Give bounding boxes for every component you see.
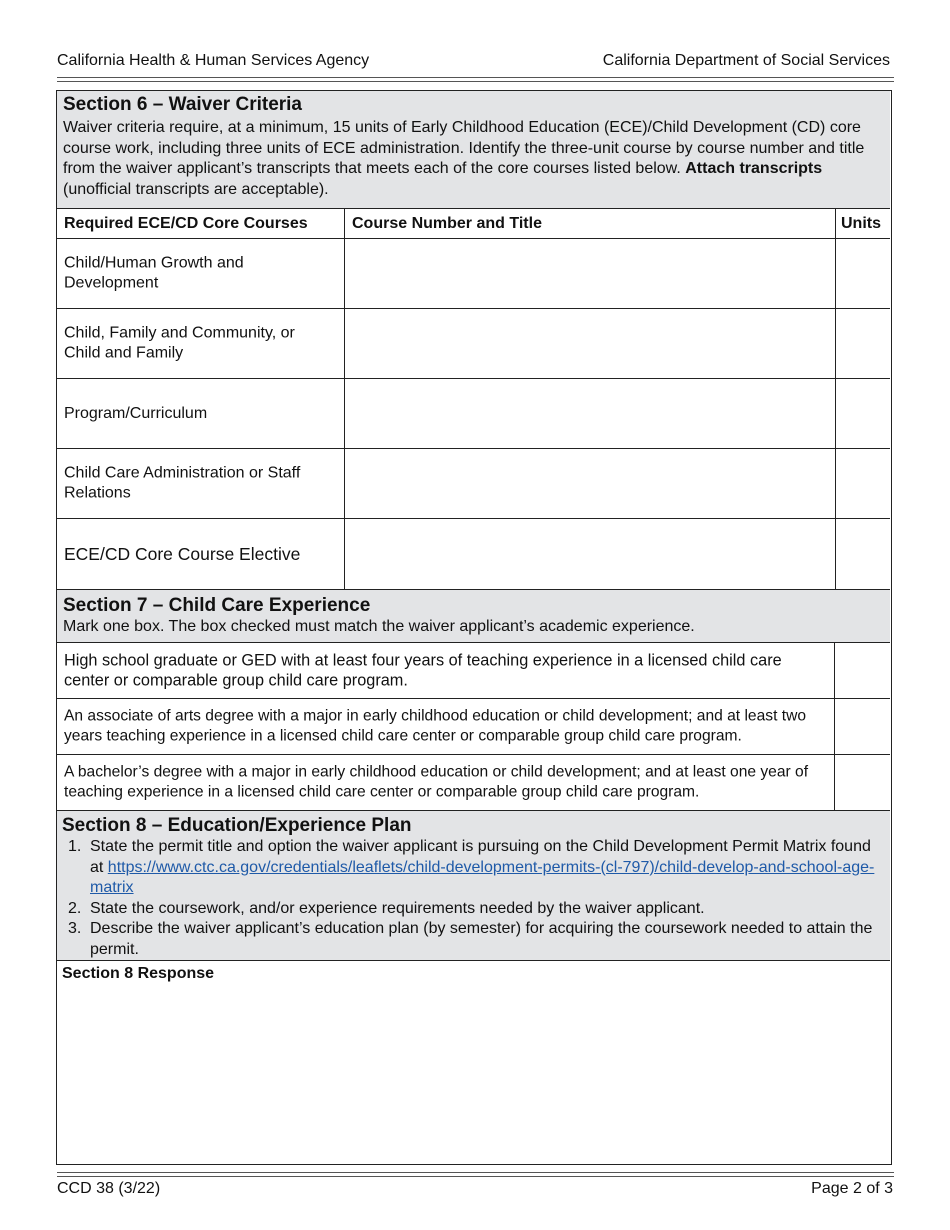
attach-transcripts-label: Attach transcripts: [685, 160, 823, 177]
course-label: Child/Human Growth and Development: [64, 254, 244, 292]
header-divider-secondary: [57, 81, 894, 82]
section6-description-text: Waiver criteria require, at a minimum, 15 units of Early Childhood Education (ECE)/Child Development (CD) core course work, including three units of ECE administration. Identify the three-unit course by course number and title from the waiver applicant’s transcripts that meets each of the core courses listed below.: [63, 119, 865, 177]
department-name: California Department of Social Services: [602, 52, 890, 69]
agency-name: California Health & Human Services Agency: [57, 52, 370, 69]
course-number-title-field[interactable]: [345, 449, 836, 519]
column-header-label: Course Number and Title: [352, 214, 542, 232]
page-number: Page 2 of 3: [811, 1180, 893, 1197]
section8-item-text: Describe the waiver applicant’s education plan (by semester) for acquiring the coursework needed to attain the permit.: [90, 920, 873, 958]
section8-header: [57, 811, 890, 961]
experience-option-text: An associate of arts degree with a major in early childhood education or child development; and at least two years teaching experience in a licensed child care center or comparable group child care program.: [64, 707, 806, 745]
section8-item-text: State the permit title and option the waiver applicant is pursuing on the Child Development Permit Matrix found at: [90, 838, 871, 876]
section8-item-2: [62, 899, 884, 920]
list-number: 2.: [68, 899, 82, 917]
experience-option-label: [57, 755, 835, 811]
section6-header: [57, 91, 890, 209]
course-units-field[interactable]: [836, 519, 890, 590]
permit-matrix-link[interactable]: https://www.ctc.ca.gov/credentials/leaflets/child-development-permits-(cl-797)/child-develop-and-school-age-matrix: [90, 858, 875, 896]
course-units-field[interactable]: [836, 449, 890, 519]
section8-response-label: Section 8 Response: [62, 965, 215, 982]
column-header-required-courses: [57, 209, 345, 239]
course-label: Child Care Administration or Staff Relations: [64, 464, 301, 502]
section8-response-area[interactable]: [57, 961, 890, 1163]
experience-option-checkbox[interactable]: [835, 755, 890, 811]
list-number: 1.: [68, 838, 82, 855]
experience-option-text: High school graduate or GED with at least four years of teaching experience in a licensed child care center or comparable group child care program.: [64, 651, 782, 690]
list-number: 3.: [68, 920, 82, 937]
form-page: [56, 90, 892, 1165]
section8-item-text: State the coursework, and/or experience requirements needed by the waiver applicant.: [90, 899, 705, 917]
experience-option-checkbox[interactable]: [835, 643, 890, 699]
experience-option-label: [57, 699, 835, 755]
course-units-field[interactable]: [836, 379, 890, 449]
course-row-label: [57, 449, 345, 519]
course-row-label: [57, 379, 345, 449]
course-number-title-field[interactable]: [345, 239, 836, 309]
course-units-field[interactable]: [836, 309, 890, 379]
column-header-course-number-title: [345, 209, 836, 239]
experience-option-text: A bachelor’s degree with a major in early childhood education or child development; and at least one year of teaching experience in a licensed child care center or comparable group child care program.: [64, 763, 809, 801]
course-label: ECE/CD Core Course Elective: [64, 543, 301, 564]
column-header-label: Units: [841, 214, 881, 232]
experience-option-checkbox[interactable]: [835, 699, 890, 755]
section7-instruction: Mark one box. The box checked must match the waiver applicant’s academic experience.: [63, 618, 695, 635]
experience-option-label: [57, 643, 835, 699]
header-divider: [57, 77, 894, 78]
form-id: CCD 38 (3/22): [57, 1180, 161, 1197]
course-label: Program/Curriculum: [64, 404, 208, 422]
course-number-title-field[interactable]: [345, 309, 836, 379]
section8-item-1: [62, 837, 884, 899]
section6-description: [63, 118, 884, 200]
course-units-field[interactable]: [836, 239, 890, 309]
course-row-label: [57, 519, 345, 590]
section7-title: Section 7 – Child Care Experience: [63, 595, 371, 616]
course-label: Child, Family and Community, or Child and Family: [64, 324, 295, 362]
attach-transcripts-note: (unofficial transcripts are acceptable).: [63, 180, 329, 198]
course-number-title-field[interactable]: [345, 379, 836, 449]
section7-header: [57, 590, 890, 643]
footer-divider: [57, 1172, 894, 1173]
column-header-label: Required ECE/CD Core Courses: [64, 214, 308, 232]
footer-divider-secondary: [57, 1176, 894, 1177]
column-header-units: [836, 209, 890, 239]
section8-item-3: [62, 919, 884, 960]
course-row-label: [57, 239, 345, 309]
section8-title: Section 8 – Education/Experience Plan: [62, 815, 412, 836]
course-number-title-field[interactable]: [345, 519, 836, 590]
course-row-label: [57, 309, 345, 379]
section6-title: Section 6 – Waiver Criteria: [63, 94, 303, 115]
